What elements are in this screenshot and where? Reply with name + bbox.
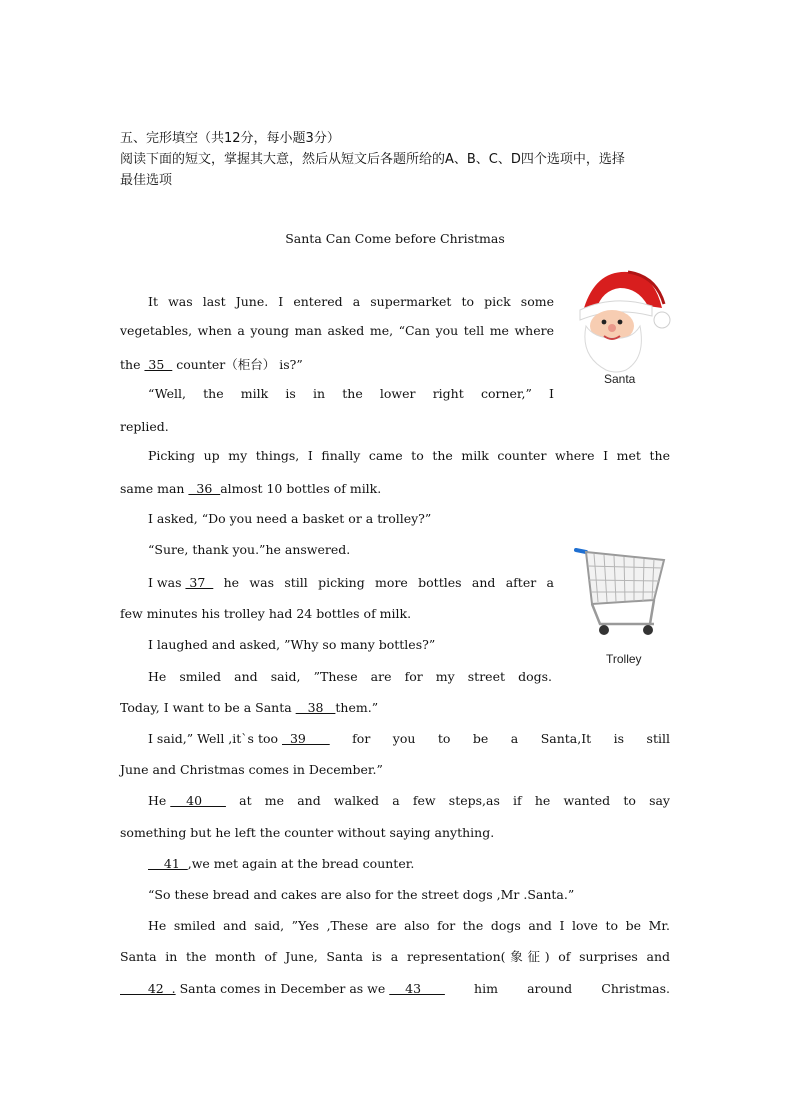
- passage-line: “So these bread and cakes are also for the street dogs ,Mr .Santa.”: [148, 887, 575, 902]
- passage-line: I laughed and asked, ”Why so many bottles?”: [148, 637, 436, 652]
- passage-line: [148, 856, 414, 871]
- blank-39: 39: [282, 731, 330, 746]
- passage-line: [148, 793, 670, 808]
- passage-line: few minutes his trolley had 24 bottles of milk.: [120, 606, 412, 621]
- passage-line: Santa in the month of June, Santa is a representation(象征) of surprises and: [120, 949, 670, 964]
- passage-line: vegetables, when a young man asked me, “Can you tell me where: [120, 323, 554, 338]
- blank-42: 42 .: [120, 981, 176, 996]
- santa-image: [566, 266, 676, 390]
- passage-line: I asked, “Do you need a basket or a trolley?”: [148, 511, 432, 526]
- trolley-caption: Trolley: [606, 652, 642, 666]
- passage-line: June and Christmas comes in December.”: [120, 762, 383, 777]
- passage-line: [120, 700, 378, 715]
- text-segment: ,we met again at the bread counter.: [187, 856, 415, 871]
- text-segment: at me and walked a few steps,as if he wanted to say: [225, 793, 670, 808]
- passage-line: [148, 731, 670, 746]
- text-segment: counter（柜台） is?”: [172, 357, 303, 372]
- blank-41: 41: [148, 856, 188, 871]
- santa-illustration: [566, 266, 676, 376]
- blank-38: 38: [295, 700, 336, 715]
- text-segment: Santa comes in December as we: [175, 981, 390, 996]
- text-segment: Today, I want to be a Santa: [120, 700, 296, 715]
- passage-line: replied.: [120, 419, 169, 434]
- text-segment: the: [120, 357, 145, 372]
- passage-line: something but he left the counter without saying anything.: [120, 825, 495, 840]
- passage-line: “Sure, thank you.”he answered.: [148, 542, 351, 557]
- text-segment: He: [148, 793, 171, 808]
- passage-title: Santa Can Come before Christmas: [285, 231, 505, 246]
- text-segment: I was: [148, 575, 186, 590]
- section-instruction-line-2: 最佳选项: [120, 173, 173, 188]
- passage-line: He smiled and said, ”These are for my street dogs.: [148, 669, 552, 684]
- blank-40: 40: [170, 793, 226, 808]
- blank-36: 36: [188, 481, 221, 496]
- passage-line: “Well, the milk is in the lower right corner,” I: [148, 386, 554, 401]
- passage-line: [120, 481, 381, 496]
- passage-line: [120, 981, 670, 996]
- text-segment: he was still picking more bottles and after a: [213, 575, 554, 590]
- passage-line: It was last June. I entered a supermarket to pick some: [148, 294, 554, 309]
- section-heading: 五、完形填空（共12分，每小题3分）: [120, 131, 340, 146]
- passage-line: He smiled and said, ”Yes ,These are also for the dogs and I love to be Mr.: [148, 918, 670, 933]
- text-segment: them.”: [335, 700, 379, 715]
- blank-37: 37: [185, 575, 214, 590]
- blank-35: 35: [144, 357, 173, 372]
- trolley-image: [570, 544, 675, 674]
- passage-line: Picking up my things, I finally came to the milk counter where I met the: [148, 448, 670, 463]
- text-segment: almost 10 bottles of milk.: [220, 481, 382, 496]
- text-segment: him around Christmas.: [444, 981, 670, 996]
- santa-caption: Santa: [604, 372, 636, 386]
- section-instruction-line-1: 阅读下面的短文，掌握其大意，然后从短文后各题所给的A、B、C、D四个选项中，选择: [120, 152, 625, 167]
- text-segment: for you to be a Santa,It is still: [329, 731, 670, 746]
- text-segment: I said,” Well ,it`s too: [148, 731, 282, 746]
- passage-line: [148, 575, 554, 590]
- passage-line: [120, 355, 303, 373]
- section-header: [120, 128, 680, 191]
- blank-43: 43: [389, 981, 445, 996]
- text-segment: same man: [120, 481, 189, 496]
- trolley-illustration: [570, 544, 670, 644]
